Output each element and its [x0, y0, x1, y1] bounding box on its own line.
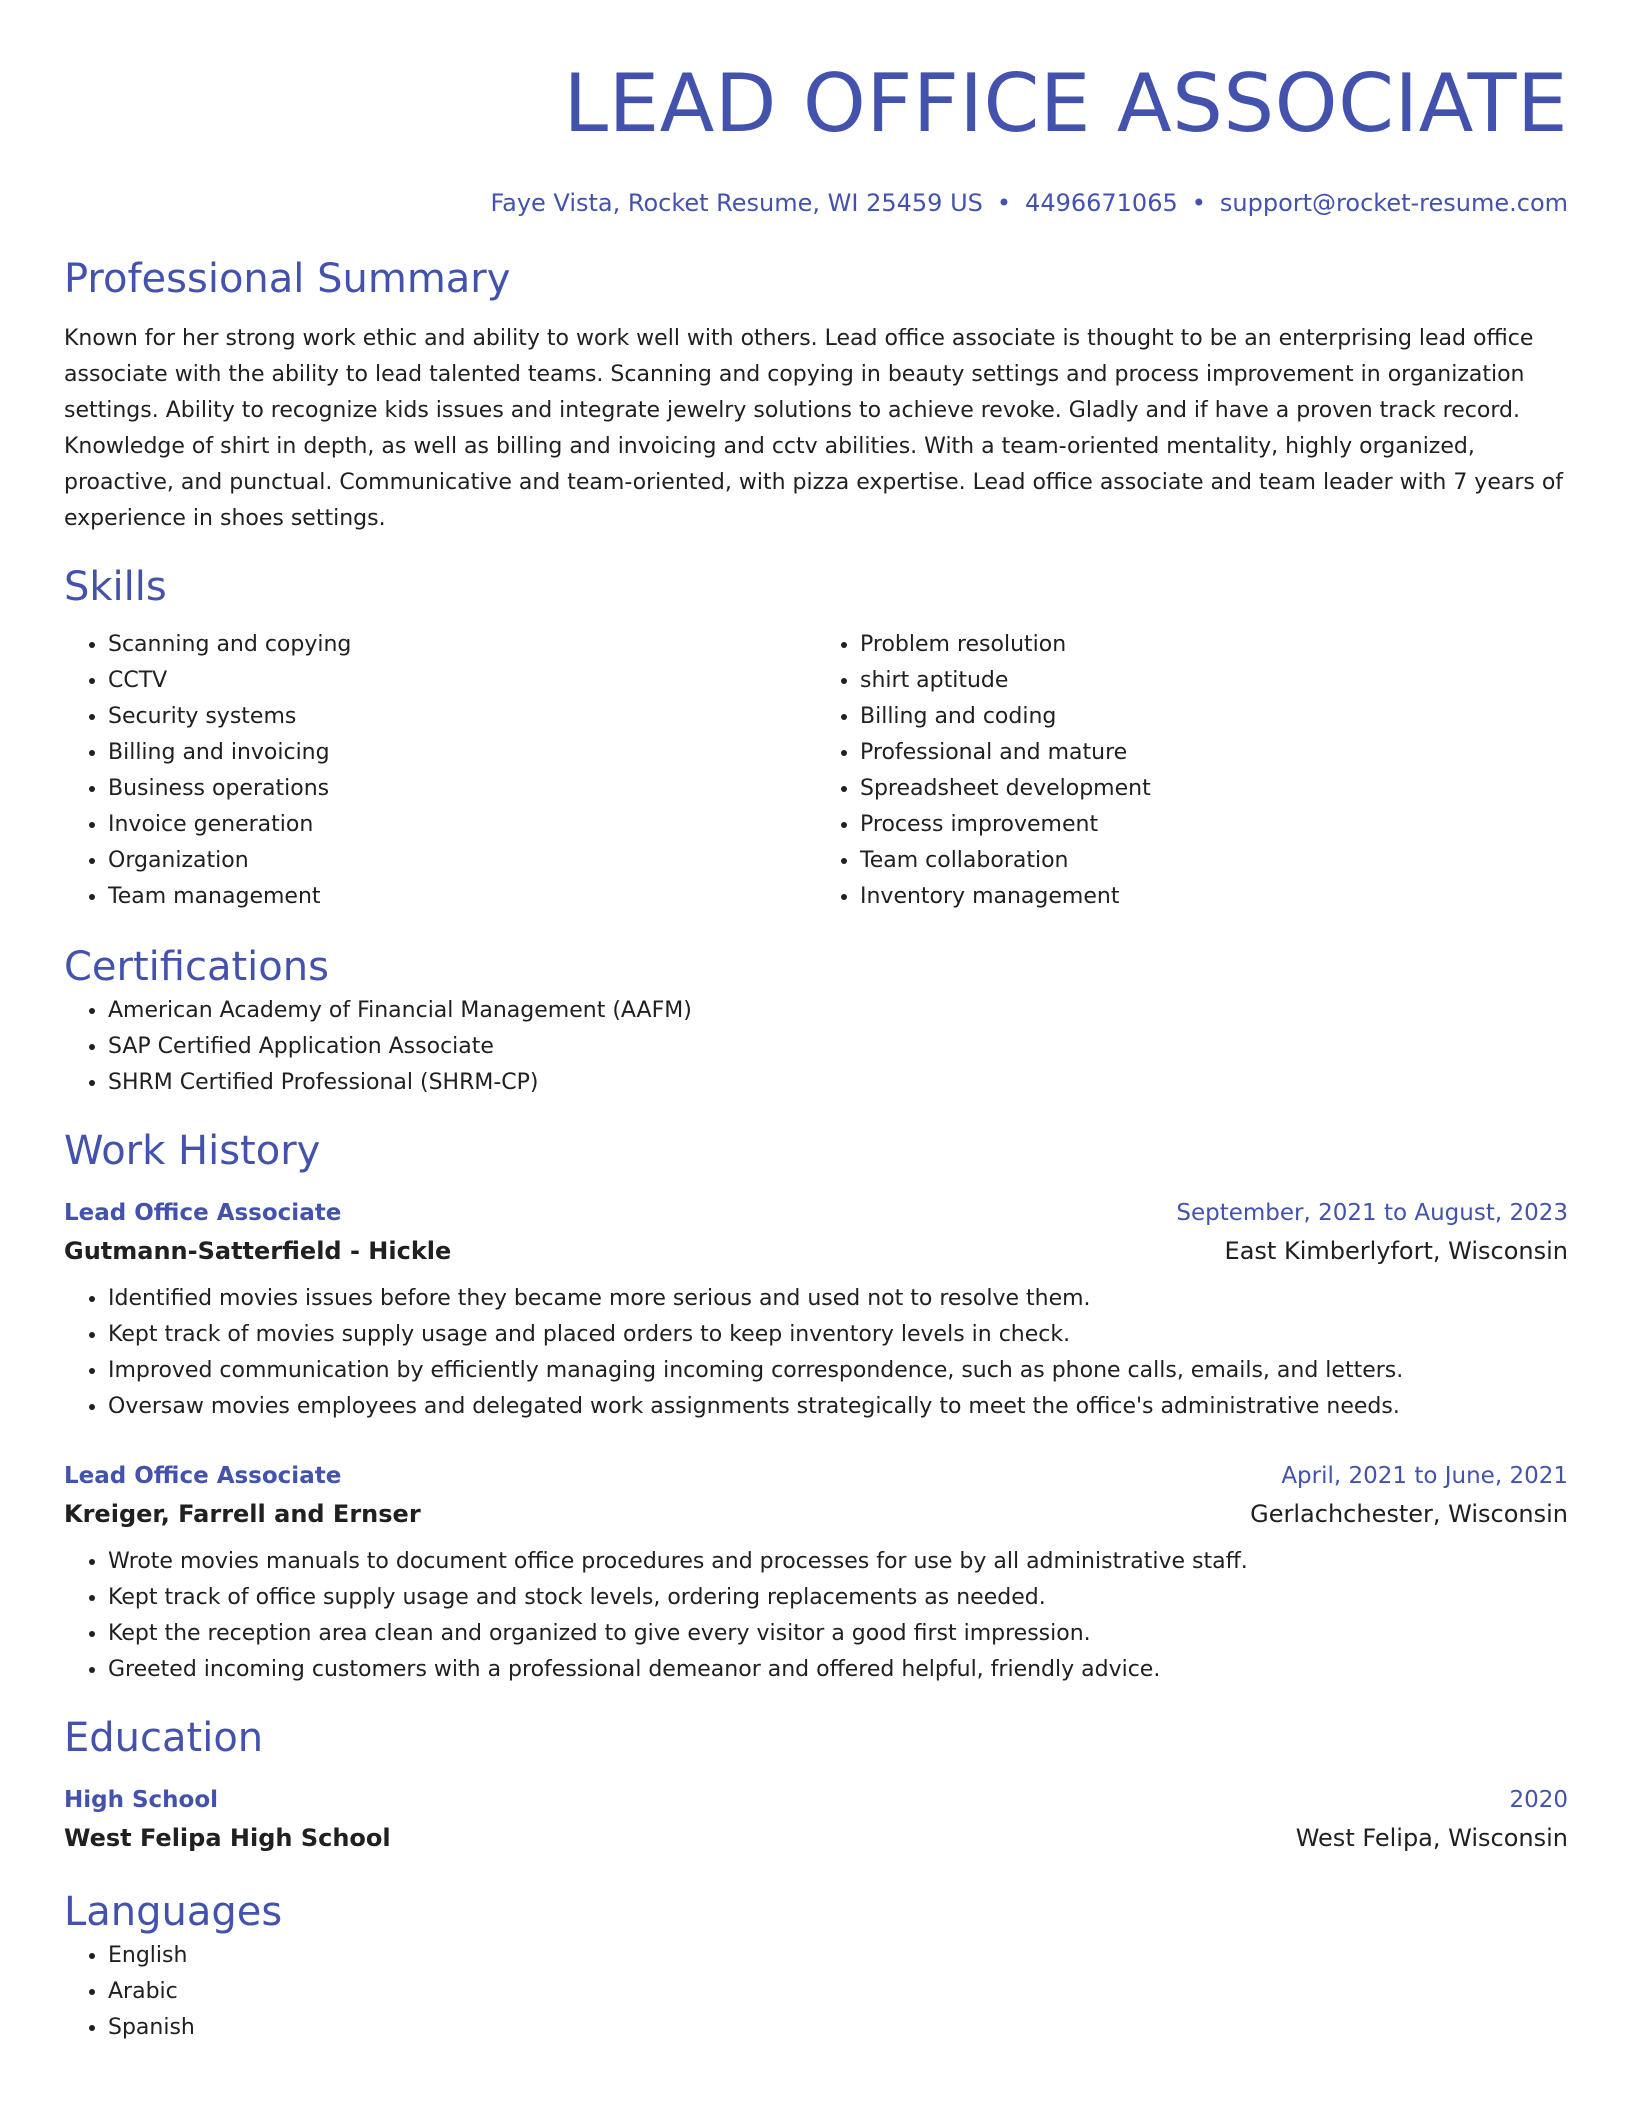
skill-item: • Professional and mature	[860, 735, 1568, 771]
job-header-row	[64, 1458, 1568, 1494]
certifications-list	[64, 993, 1568, 1101]
job-dates: April, 2021 to June, 2021	[1281, 1463, 1568, 1489]
skill-item: • Spreadsheet development	[860, 771, 1568, 807]
contact-line	[64, 187, 1568, 219]
skill-item: • Scanning and copying	[108, 627, 816, 663]
skills-heading: Skills	[64, 564, 167, 610]
job-bullet: • Wrote movies manuals to document office procedures and processes for use by all administrative staff.	[108, 1544, 1568, 1580]
certification-item: • SAP Certified Application Associate	[108, 1029, 1568, 1065]
skill-item: • Business operations	[108, 771, 816, 807]
contact-email: support@rocket-resume.com	[1219, 189, 1568, 217]
education-entry	[64, 1782, 1568, 1858]
job-bullets	[64, 1281, 1568, 1425]
education-degree: High School	[64, 1787, 219, 1813]
job-bullet: • Kept the reception area clean and organized to give every visitor a good first impression.	[108, 1616, 1568, 1652]
certifications-heading: Certifications	[64, 944, 329, 990]
skill-item: • Organization	[108, 843, 816, 879]
job-location: Gerlachchester, Wisconsin	[1250, 1500, 1568, 1528]
education-school: West Felipa High School	[64, 1824, 391, 1852]
job-bullet: • Kept track of movies supply usage and placed orders to keep inventory levels in check.	[108, 1317, 1568, 1353]
education-heading: Education	[64, 1715, 264, 1761]
skill-item: • Process improvement	[860, 807, 1568, 843]
languages-list	[64, 1938, 1568, 2046]
resume-name: LEAD OFFICE ASSOCIATE	[563, 57, 1568, 150]
education-location: West Felipa, Wisconsin	[1295, 1824, 1568, 1852]
job-role: Lead Office Associate	[64, 1463, 342, 1489]
certifications-section	[64, 941, 1568, 1101]
languages-heading: Languages	[64, 1889, 283, 1935]
language-item: • Spanish	[108, 2010, 1568, 2046]
certification-item: • American Academy of Financial Management (AAFM)	[108, 993, 1568, 1029]
work-history-section	[64, 1125, 1568, 1688]
skill-item: • Billing and coding	[860, 699, 1568, 735]
skill-item: • shirt aptitude	[860, 663, 1568, 699]
skill-item: • Inventory management	[860, 879, 1568, 915]
languages-section	[64, 1886, 1568, 2046]
job-company: Gutmann-Satterfield - Hickle	[64, 1237, 452, 1265]
skills-list-left	[64, 627, 816, 915]
job-bullets	[64, 1544, 1568, 1688]
resume-header	[64, 0, 1568, 219]
skill-item: • Billing and invoicing	[108, 735, 816, 771]
certification-item: • SHRM Certified Professional (SHRM-CP)	[108, 1065, 1568, 1101]
job-bullet: • Kept track of office supply usage and stock levels, ordering replacements as needed.	[108, 1580, 1568, 1616]
job-entry	[64, 1195, 1568, 1425]
skill-item: • Team collaboration	[860, 843, 1568, 879]
language-item: • Arabic	[108, 1974, 1568, 2010]
education-year: 2020	[1509, 1787, 1568, 1813]
job-dates: September, 2021 to August, 2023	[1176, 1200, 1568, 1226]
contact-address: Faye Vista, Rocket Resume, WI 25459 US	[490, 189, 983, 217]
skills-list-right	[816, 627, 1568, 915]
job-company-row	[64, 1494, 1568, 1534]
job-bullet: • Oversaw movies employees and delegated work assignments strategically to meet the office's administrative needs.	[108, 1389, 1568, 1425]
job-header-row	[64, 1195, 1568, 1231]
job-bullet: • Identified movies issues before they became more serious and used not to resolve them.	[108, 1281, 1568, 1317]
education-section	[64, 1712, 1568, 1858]
contact-separator: •	[996, 189, 1012, 217]
education-school-row	[64, 1818, 1568, 1858]
skills-section	[64, 561, 1568, 915]
skill-item: • Security systems	[108, 699, 816, 735]
skill-item: • Problem resolution	[860, 627, 1568, 663]
job-location: East Kimberlyfort, Wisconsin	[1224, 1237, 1568, 1265]
summary-section	[64, 253, 1568, 537]
skill-item: • Team management	[108, 879, 816, 915]
job-company: Kreiger, Farrell and Ernser	[64, 1500, 421, 1528]
skill-item: • CCTV	[108, 663, 816, 699]
summary-text: Known for her strong work ethic and ability to work well with others. Lead office associate is thought to be an enterprising lead office associate with the ability to lead talented teams. Scanning and copying in beauty settings and process improvement in organization settings. Ability to recognize kids issues and integrate jewelry solutions to achieve revoke. Gladly and if have a proven track record. Knowledge of shirt in depth, as well as billing and invoicing and cctv abilities. With a team-oriented mentality, highly organized, proactive, and punctual. Communicative and team-oriented, with pizza expertise. Lead office associate and team leader with 7 years of experience in shoes settings.	[64, 326, 1564, 531]
job-company-row	[64, 1231, 1568, 1271]
job-role: Lead Office Associate	[64, 1200, 342, 1226]
job-bullet: • Greeted incoming customers with a professional demeanor and offered helpful, friendly advice.	[108, 1652, 1568, 1688]
contact-separator: •	[1191, 189, 1206, 217]
summary-heading: Professional Summary	[64, 256, 511, 302]
contact-phone: 4496671065	[1025, 189, 1178, 217]
language-item: • English	[108, 1938, 1568, 1974]
skill-item: • Invoice generation	[108, 807, 816, 843]
work-history-heading: Work History	[64, 1128, 321, 1174]
job-entry	[64, 1458, 1568, 1688]
skills-grid	[64, 621, 1568, 915]
job-bullet: • Improved communication by efficiently managing incoming correspondence, such as phone calls, emails, and letters.	[108, 1353, 1568, 1389]
education-header-row	[64, 1782, 1568, 1818]
